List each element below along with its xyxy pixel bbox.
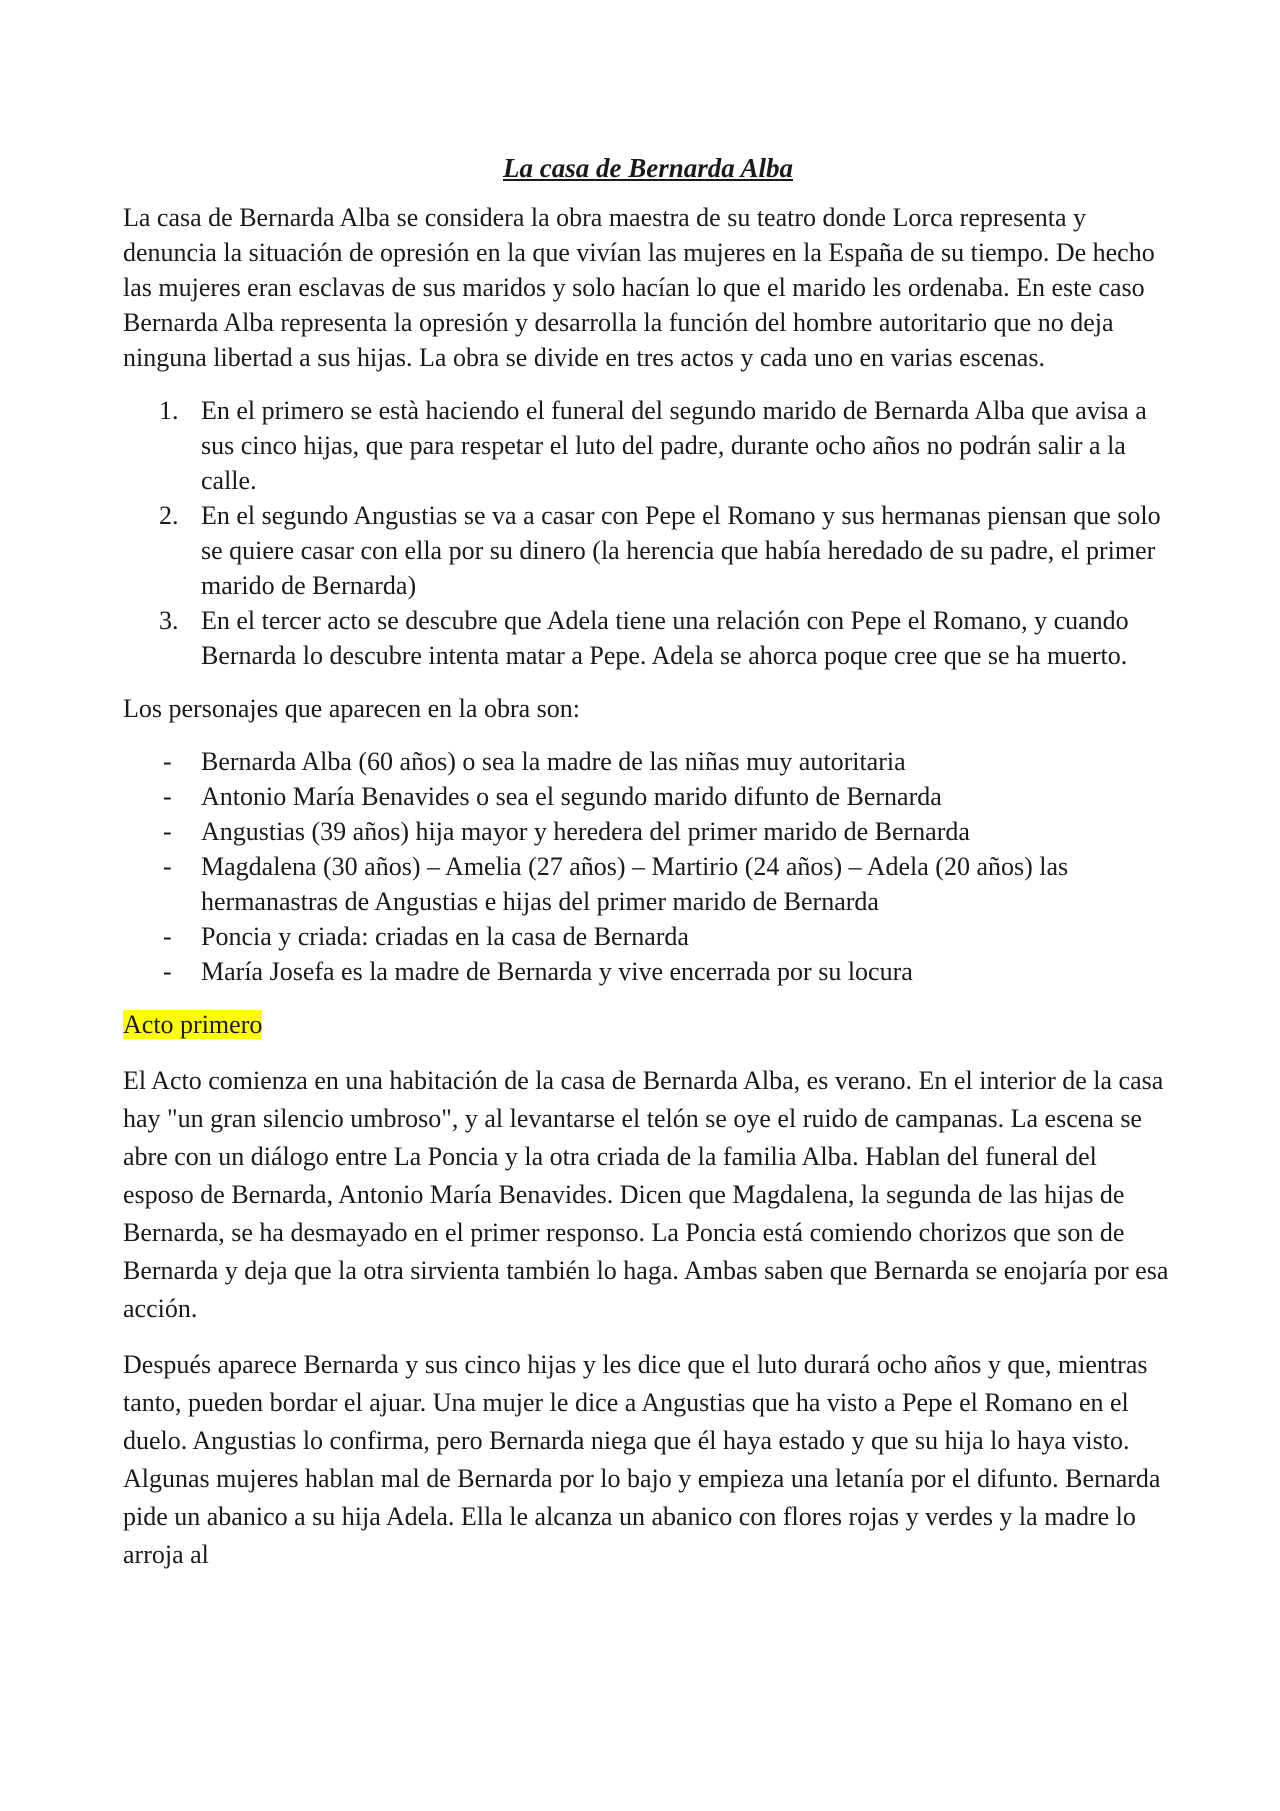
list-item	[123, 779, 1173, 814]
section-heading: Acto primero	[123, 1010, 263, 1039]
list-item-text: María Josefa es la madre de Bernarda y vive encerrada por su locura	[201, 957, 913, 986]
list-dash: -	[163, 957, 172, 986]
list-number: 2.	[159, 501, 179, 530]
acts-list	[123, 393, 1173, 673]
list-item	[123, 954, 1173, 989]
list-number: 3.	[159, 606, 179, 635]
list-item	[123, 849, 1173, 919]
list-item-text: En el segundo Angustias se va a casar con Pepe el Romano y sus hermanas piensan que solo se quiere casar con ella por su dinero (la herencia que había heredado de su padre, el primer marido de Bernarda)	[201, 501, 1161, 600]
list-item-text: Poncia y criada: criadas en la casa de Bernarda	[201, 922, 689, 951]
body-paragraph: El Acto comienza en una habitación de la casa de Bernarda Alba, es verano. En el interior de la casa hay "un gran silencio umbroso", y al levantarse el telón se oye el ruido de campanas. La escena se abre con un diálogo entre La Poncia y la otra criada de la familia Alba. Hablan del funeral del esposo de Bernarda, Antonio María Benavides. Dicen que Magdalena, la segunda de las hijas de Bernarda, se ha desmayado en el primer responso. La Poncia está comiendo chorizos que son de Bernarda y deja que la otra sirvienta también lo haga. Ambas saben que Bernarda se enojaría por esa acción.	[123, 1066, 1169, 1323]
list-item	[123, 814, 1173, 849]
document-title: La casa de Bernarda Alba	[503, 153, 793, 183]
list-dash: -	[163, 852, 172, 881]
list-dash: -	[163, 922, 172, 951]
list-item	[123, 393, 1173, 498]
section-heading-row	[123, 1007, 1173, 1042]
characters-intro: Los personajes que aparecen en la obra son:	[123, 694, 580, 723]
list-item-text: En el tercer acto se descubre que Adela tiene una relación con Pepe el Romano, y cuando Bernarda lo descubre intenta matar a Pepe. Adela se ahorca poque cree que se ha muerto.	[201, 606, 1129, 670]
list-number: 1.	[159, 396, 179, 425]
document-page	[123, 150, 1173, 1592]
list-item-text: En el primero se està haciendo el funeral del segundo marido de Bernarda Alba que avisa a sus cinco hijas, que para respetar el luto del padre, durante ocho años no podrán salir a la calle.	[201, 396, 1147, 495]
characters-list	[123, 744, 1173, 989]
list-item	[123, 498, 1173, 603]
body-paragraph: Después aparece Bernarda y sus cinco hijas y les dice que el luto durará ocho años y que, mientras tanto, pueden bordar el ajuar. Una mujer le dice a Angustias que ha visto a Pepe el Romano en el duelo. Angustias lo confirma, pero Bernarda niega que él haya estado y que su hija lo haya visto. Algunas mujeres hablan mal de Bernarda por lo bajo y empieza una letanía por el difunto. Bernarda pide un abanico a su hija Adela. Ella le alcanza un abanico con flores rojas y verdes y la madre lo arroja al	[123, 1350, 1161, 1569]
list-item-text: Antonio María Benavides o sea el segundo marido difunto de Bernarda	[201, 782, 942, 811]
list-item	[123, 744, 1173, 779]
list-item	[123, 603, 1173, 673]
list-item	[123, 919, 1173, 954]
list-item-text: Magdalena (30 años) – Amelia (27 años) – Martirio (24 años) – Adela (20 años) las hermanastras de Angustias e hijas del primer marido de Bernarda	[201, 852, 1069, 916]
list-dash: -	[163, 817, 172, 846]
list-item-text: Angustias (39 años) hija mayor y heredera del primer marido de Bernarda	[201, 817, 970, 846]
list-item-text: Bernarda Alba (60 años) o sea la madre de las niñas muy autoritaria	[201, 747, 906, 776]
list-dash: -	[163, 782, 172, 811]
intro-paragraph: La casa de Bernarda Alba se considera la obra maestra de su teatro donde Lorca representa y denuncia la situación de opresión en la que vivían las mujeres en la España de su tiempo. De hecho las mujeres eran esclavas de sus maridos y solo hacían lo que el marido les ordenaba. En este caso Bernarda Alba representa la opresión y desarrolla la función del hombre autoritario que no deja ninguna libertad a sus hijas. La obra se divide en tres actos y cada uno en varias escenas.	[123, 203, 1155, 372]
list-dash: -	[163, 747, 172, 776]
